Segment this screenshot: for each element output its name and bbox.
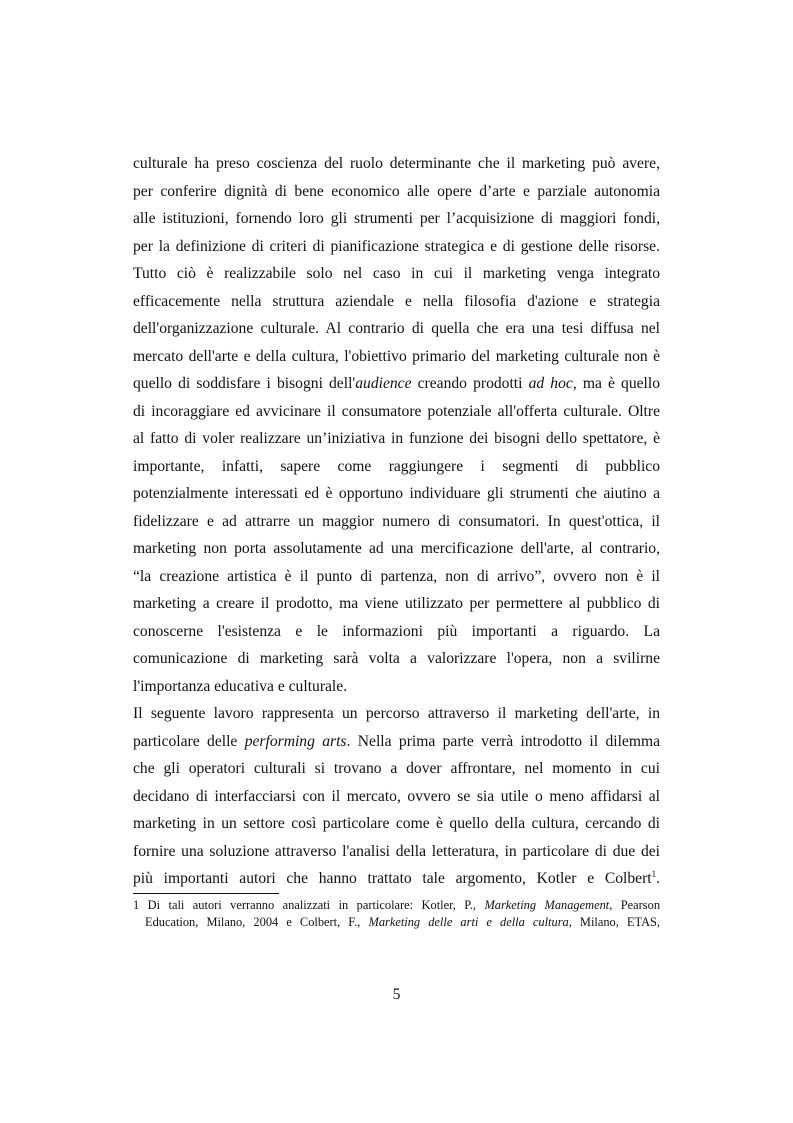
text-line: dell'organizzazione culturale. Al contrario di quella che era una tesi diffusa nel: [133, 320, 660, 337]
text-line: marketing in un settore così particolare come è quello della cultura, cercando di: [133, 815, 660, 832]
text-line: per la definizione di criteri di pianificazione strategica e di gestione delle risorse.: [133, 237, 660, 255]
text-line: alle istituzioni, fornendo loro gli strumenti per l’acquisizione di maggiori fondi,: [133, 210, 660, 227]
page-number: 5: [392, 986, 401, 1003]
text-line: comunicazione di marketing sarà volta a valorizzare l'opera, non a svilirne: [133, 650, 660, 667]
text-run: Di tali autori verranno analizzati in particolare: Kotler, P.,: [139, 898, 485, 912]
text-run: .: [656, 870, 660, 887]
text-run: più importanti autori che hanno trattato tale argomento, Kotler e Colbert: [133, 870, 652, 887]
text-line: efficacemente nella struttura aziendale e nella filosofia d'azione e strategia: [133, 292, 660, 310]
footnote-line: [133, 897, 660, 914]
text-line: Il seguente lavoro rappresenta un percorso attraverso il marketing dell'arte, in: [133, 705, 660, 722]
italic-term-audience: audience: [355, 375, 412, 392]
italic-term-ad-hoc: ad hoc: [528, 375, 573, 392]
text-run: quello di soddisfare i bisogni dell': [133, 375, 356, 392]
text-line: di incoraggiare ed avvicinare il consumatore potenziale all'offerta culturale. Oltre: [133, 402, 660, 420]
text-line: culturale ha preso coscienza del ruolo determinante che il marketing può avere,: [133, 155, 660, 172]
text-line: fornire una soluzione attraverso l'analisi della letteratura, in particolare di due dei: [133, 842, 660, 860]
text-line: per conferire dignità di bene economico alle opere d’arte e parziale autonomia: [133, 182, 660, 200]
text-line: mercato dell'arte e della cultura, l'obiettivo primario del marketing culturale non è: [133, 347, 660, 365]
text-line: fidelizzare e ad attrarre un maggior numero di consumatori. In quest'ottica, il: [133, 512, 660, 530]
text-line: conoscerne l'esistenza e le informazioni più importanti a riguardo. La: [133, 622, 660, 640]
text-line: decidano di interfacciarsi con il mercato, ovvero se sia utile o meno affidarsi al: [133, 787, 660, 805]
text-line: importante, infatti, sapere come raggiungere i segmenti di pubblico: [133, 457, 660, 475]
text-line: marketing a creare il prodotto, ma viene utilizzato per permettere al pubblico di: [133, 595, 660, 612]
text-line: [133, 370, 660, 398]
text-line: che gli operatori culturali si trovano a dover affrontare, nel momento in cui: [133, 760, 660, 777]
text-line: “la creazione artistica è il punto di partenza, non di arrivo”, ovvero non è il: [133, 567, 660, 585]
paragraph-2: [133, 700, 660, 893]
italic-title: Marketing Management,: [484, 898, 613, 912]
text-run: , Milano, ETAS,: [568, 914, 661, 929]
text-line: [133, 728, 660, 756]
text-line: Tutto ciò è realizzabile solo nel caso in cui il marketing venga integrato: [133, 265, 660, 282]
text-line: al fatto di voler realizzare un’iniziativa in funzione dei bisogni dello spettatore, è: [133, 430, 660, 447]
italic-term-performing-arts: performing arts: [244, 732, 347, 750]
text-run: particolare delle: [133, 732, 245, 750]
footnote-number: 1: [133, 898, 140, 912]
text-line: [133, 865, 660, 893]
text-run: Pearson: [612, 898, 661, 912]
text-line: potenzialmente interessati ed è opportuno individuare gli strumenti che aiutino a: [133, 485, 660, 502]
italic-title: Marketing delle arti e della cultura: [368, 914, 569, 929]
text-line: marketing non porta assolutamente ad una mercificazione dell'arte, al contrario,: [133, 540, 660, 557]
text-line: l'importanza educativa e culturale.: [133, 677, 348, 695]
footnote: [133, 897, 660, 930]
body-text: [133, 150, 660, 893]
footnote-reference[interactable]: 1: [651, 868, 657, 879]
footnote-separator: [133, 893, 279, 894]
footnote-line: [133, 914, 660, 931]
paragraph-1: [133, 150, 660, 700]
text-run: Education, Milano, 2004 e Colbert, F.,: [145, 914, 369, 929]
text-run: , ma è quello: [572, 375, 661, 392]
text-run: . Nella prima parte verrà introdotto il dilemma: [346, 732, 661, 750]
text-run: creando prodotti: [411, 375, 529, 392]
